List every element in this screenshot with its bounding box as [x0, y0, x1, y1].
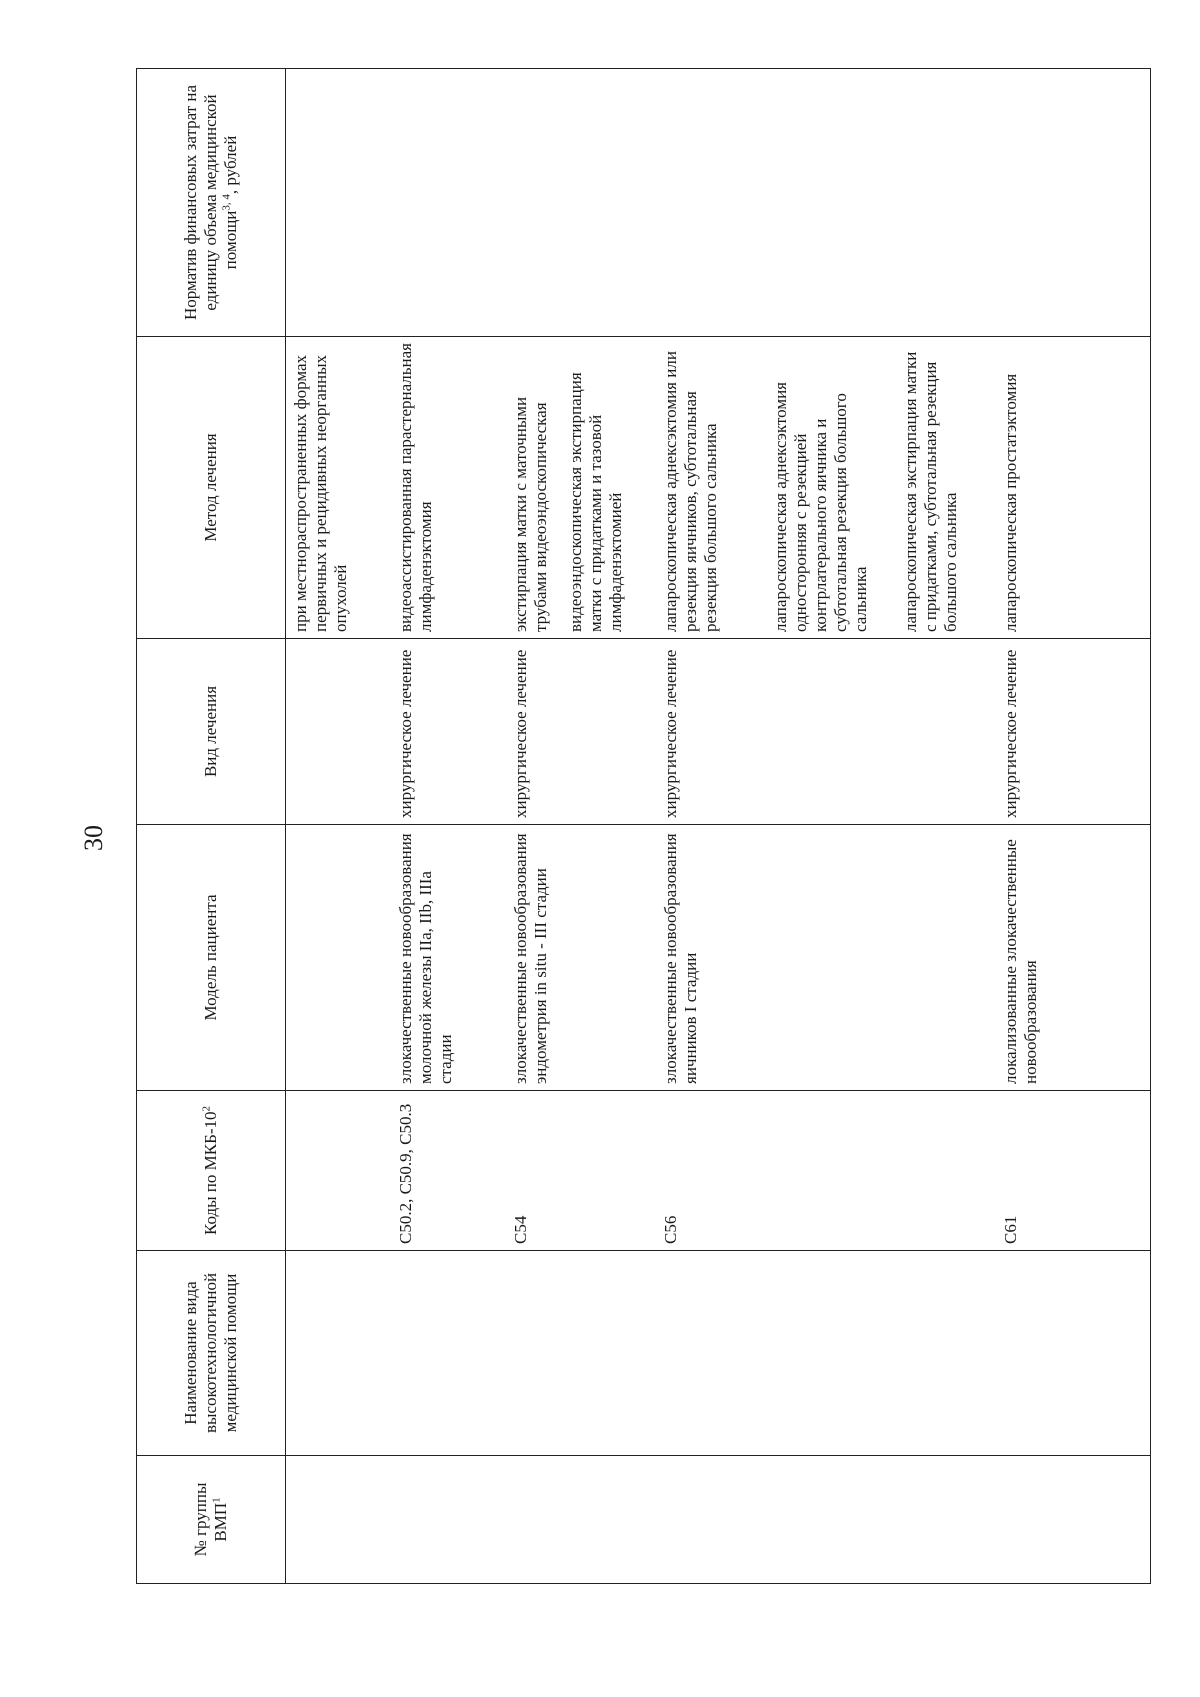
header-row: [137, 69, 286, 1584]
treatment-kind-text: хирургическое лечение: [1001, 649, 1020, 818]
patient-model-text: злокачественные новообразования эндометрия in situ - III стадии: [511, 833, 550, 1084]
treatment-method-cell: [286, 337, 1151, 639]
page-number: 30: [79, 825, 108, 851]
group-number-cell: [286, 1456, 1151, 1584]
body-row: [286, 69, 1151, 1584]
treatment-method-text: экстирпация матки с маточными трубами видеоэндоскопическая: [511, 396, 550, 632]
treatment-kind-text: хирургическое лечение: [511, 649, 530, 818]
icd-codes-cell: [286, 1091, 1151, 1251]
icd-code: C54: [511, 1215, 530, 1244]
patient-model-text: локализованные злокачественные новообразования: [1001, 839, 1040, 1084]
header-care-type-name: Наименование вида высокотехнологичной медицинской помощи: [137, 1251, 286, 1456]
procedure-table-sheet: [136, 69, 1151, 1584]
patient-model-cell: [286, 825, 1151, 1091]
treatment-method-text: видеоассистированная парастернальная лимфаденэктомия: [396, 343, 435, 632]
icd-code: C56: [661, 1215, 680, 1244]
header-treatment-method: Метод лечения: [137, 337, 286, 639]
procedure-table: [136, 68, 1151, 1584]
treatment-kind-text: хирургическое лечение: [661, 649, 680, 818]
treatment-method-text: лапароскопическая экстирпация матки с придатками, субтотальная резекция большого сальника: [901, 351, 960, 632]
header-patient-model: Модель пациента: [137, 825, 286, 1091]
treatment-method-text: лапароскопическая аднексэктомия односторонняя с резекцией контрлатерального яичника и субтотальная резекция большого сальника: [771, 381, 870, 632]
treatment-kind-text: хирургическое лечение: [396, 649, 415, 818]
header-icd-codes: Коды по МКБ-$10^2$: [137, 1091, 286, 1251]
treatment-method-text: видеоэндоскопическая экстирпация матки с придатками и тазовой лимфаденэктомией: [566, 372, 625, 632]
care-type-name-cell: [286, 1251, 1151, 1456]
patient-model-text: злокачественные новообразования яичников I стадии: [661, 833, 700, 1084]
header-group-number: № группы ВМП$^1$: [137, 1456, 286, 1584]
treatment-method-text: лапароскопическая аднексэктомия или резекция яичников, субтотальная резекция большого сальника: [661, 351, 720, 632]
header-cost-norm: Норматив финансовых затрат на единицу объема медицинской помощи$^{3, 4}$, рублей: [137, 69, 286, 337]
icd-code: C61: [1001, 1215, 1020, 1244]
patient-model-text: злокачественные новообразования молочной железы IIa, IIb, IIIa стадии: [396, 833, 455, 1084]
treatment-kind-cell: [286, 639, 1151, 825]
icd-code: C50.2, C50.9, C50.3: [396, 1103, 415, 1244]
treatment-method-text: лапароскопическая простатэктомия: [1001, 373, 1020, 632]
treatment-method-text: при местнораспространенных формах первичных и рецидивных неорганных опухолей: [291, 354, 350, 632]
cost-norm-cell: [286, 69, 1151, 337]
header-treatment-kind: Вид лечения: [137, 639, 286, 825]
